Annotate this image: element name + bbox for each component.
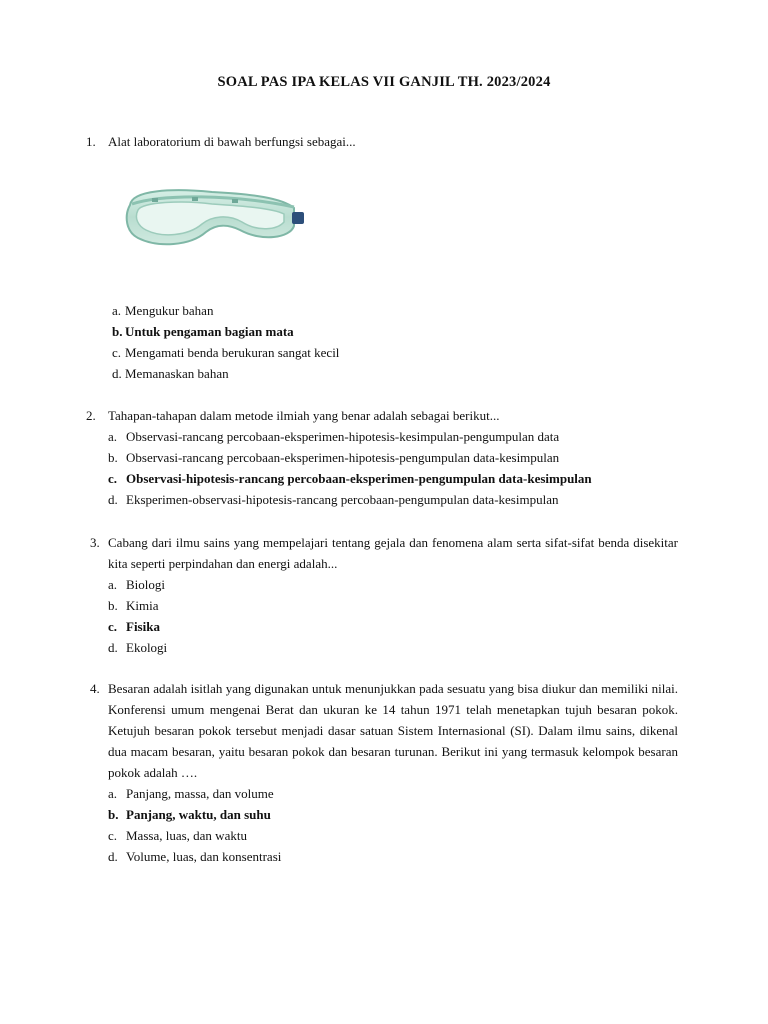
option-letter: b. bbox=[108, 598, 118, 613]
option-c[interactable] bbox=[108, 616, 678, 637]
option-b[interactable] bbox=[108, 447, 678, 468]
option-d[interactable] bbox=[108, 489, 678, 510]
option-text: Panjang, waktu, dan suhu bbox=[126, 807, 271, 822]
option-text: Observasi-rancang percobaan-eksperimen-hipotesis-kesimpulan-pengumpulan data bbox=[126, 429, 560, 444]
option-a[interactable] bbox=[108, 426, 678, 447]
question-number: 3. bbox=[90, 535, 100, 550]
option-a[interactable] bbox=[108, 574, 678, 595]
question-number: 1. bbox=[86, 134, 96, 149]
option-a[interactable] bbox=[108, 783, 678, 804]
option-b[interactable] bbox=[108, 595, 678, 616]
option-letter: c. bbox=[108, 619, 118, 634]
option-letter: c. bbox=[108, 471, 118, 486]
option-d[interactable] bbox=[112, 363, 672, 384]
option-c[interactable] bbox=[112, 342, 672, 363]
option-b[interactable] bbox=[108, 804, 678, 825]
option-letter: b. bbox=[112, 324, 123, 339]
option-text: Ekologi bbox=[126, 640, 168, 655]
option-text: Panjang, massa, dan volume bbox=[126, 786, 274, 801]
option-text: Biologi bbox=[126, 577, 166, 592]
option-letter: d. bbox=[112, 366, 122, 381]
option-letter: c. bbox=[108, 828, 118, 843]
option-text: Fisika bbox=[126, 619, 160, 634]
option-text: Observasi-hipotesis-rancang percobaan-eksperimen-pengumpulan data-kesimpulan bbox=[126, 471, 592, 486]
option-c[interactable] bbox=[108, 468, 678, 489]
question-1-options bbox=[112, 300, 672, 384]
option-letter: a. bbox=[108, 577, 118, 592]
option-c[interactable] bbox=[108, 825, 678, 846]
option-text: Mengukur bahan bbox=[125, 303, 214, 318]
question-3 bbox=[90, 532, 678, 658]
option-text: Observasi-rancang percobaan-eksperimen-hipotesis-pengumpulan data-kesimpulan bbox=[126, 450, 560, 465]
option-letter: d. bbox=[108, 492, 118, 507]
option-b[interactable] bbox=[112, 321, 672, 342]
option-letter: b. bbox=[108, 450, 118, 465]
question-text: Tahapan-tahapan dalam metode ilmiah yang benar adalah sebagai berikut... bbox=[108, 408, 500, 423]
question-number: 2. bbox=[86, 408, 96, 423]
option-letter: c. bbox=[112, 345, 122, 360]
question-text: Besaran adalah isitlah yang digunakan untuk menunjukkan pada sesuatu yang bisa diukur dan memiliki nilai. Konferensi umum mengenai Berat dan ukuran ke 14 tahun 1971 telah menetapkan tujuh besaran pokok. Ketujuh besaran pokok tersebut menjadi dasar satuan Sistem Internasional (SI). Dalam ilmu sains, dikenal dua macam besaran, yaitu besaran pokok dan besaran turunan. Berikut ini yang termasuk kelompok besaran pokok adalah …. bbox=[108, 681, 678, 780]
question-1 bbox=[86, 131, 678, 152]
safety-goggles-image bbox=[112, 160, 312, 275]
option-letter: a. bbox=[108, 786, 118, 801]
option-d[interactable] bbox=[108, 637, 678, 658]
option-text: Memanaskan bahan bbox=[125, 366, 229, 381]
option-letter: a. bbox=[112, 303, 122, 318]
question-4 bbox=[90, 678, 678, 867]
option-text: Massa, luas, dan waktu bbox=[126, 828, 247, 843]
option-letter: d. bbox=[108, 640, 118, 655]
option-letter: d. bbox=[108, 849, 118, 864]
option-a[interactable] bbox=[112, 300, 672, 321]
option-d[interactable] bbox=[108, 846, 678, 867]
option-text: Kimia bbox=[126, 598, 159, 613]
option-letter: b. bbox=[108, 807, 119, 822]
option-text: Mengamati benda berukuran sangat kecil bbox=[125, 345, 340, 360]
option-text: Volume, luas, dan konsentrasi bbox=[126, 849, 282, 864]
question-text: Cabang dari ilmu sains yang mempelajari tentang gejala dan fenomena alam serta sifat-sifat benda disekitar kita seperti perpindahan dan energi adalah... bbox=[108, 535, 678, 571]
question-number: 4. bbox=[90, 681, 100, 696]
page-title: SOAL PAS IPA KELAS VII GANJIL TH. 2023/2024 bbox=[217, 74, 551, 90]
question-2 bbox=[86, 405, 678, 510]
option-text: Eksperimen-observasi-hipotesis-rancang percobaan-pengumpulan data-kesimpulan bbox=[126, 492, 559, 507]
option-letter: a. bbox=[108, 429, 118, 444]
option-text: Untuk pengaman bagian mata bbox=[125, 324, 294, 339]
question-text: Alat laboratorium di bawah berfungsi sebagai... bbox=[108, 134, 356, 149]
